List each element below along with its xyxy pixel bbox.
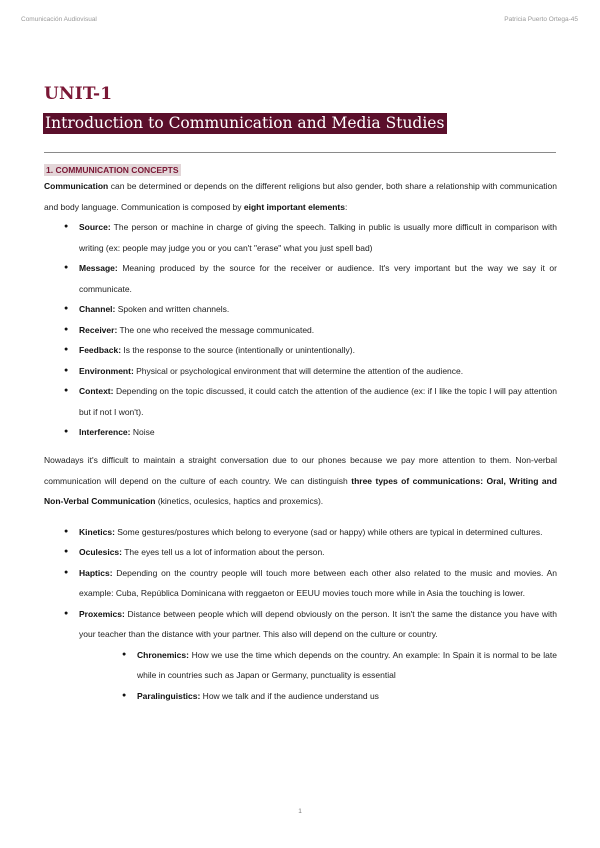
list-item — [44, 258, 557, 299]
list-item — [44, 422, 557, 443]
item-term: Channel: — [79, 304, 116, 314]
item-term: Chronemics: — [137, 649, 189, 660]
item-text: How we talk and if the audience understand us — [200, 690, 379, 701]
list-item — [44, 299, 557, 320]
list-item — [44, 320, 557, 341]
item-text: Some gestures/postures which belong to everyone (sad or happy) while others are typical in determined cultures. — [114, 526, 543, 537]
unit-heading: UNIT-1 — [44, 84, 113, 104]
list-item — [44, 381, 557, 422]
item-text: Spoken and written channels. — [115, 304, 230, 314]
item-text: The one who received the message communicated. — [117, 324, 315, 335]
item-text: Physical or psychological environment that will determine the attention of the audience. — [133, 365, 464, 376]
item-text: The person or machine in charge of giving the speech. Talking in public is usually more difficult in comparison with writing (ex: people may judge you or you can't "erase" what you just spell bad) — [79, 222, 557, 253]
intro-text: can be determined or depends on the different religions but also gender, both share a relationship with communication and body language. Communication is composed by — [44, 181, 557, 212]
section-body — [44, 176, 557, 443]
list-item — [107, 645, 557, 686]
list-item — [107, 686, 557, 707]
list-item — [44, 340, 557, 361]
item-text: Noise — [130, 427, 155, 437]
item-term: Proxemics: — [79, 608, 125, 619]
item-term: Feedback: — [79, 345, 122, 355]
item-text: Meaning produced by the source for the receiver or audience. It's very important but the way we say it or communicate. — [79, 263, 557, 294]
list-item — [44, 542, 557, 563]
list-item — [44, 361, 557, 382]
types-list — [44, 522, 557, 707]
intro-term: Communication — [44, 181, 109, 191]
item-text: The eyes tell us a lot of information about the person. — [122, 547, 325, 557]
list-item — [44, 563, 557, 604]
intro-end: : — [344, 201, 348, 212]
item-term: Paralinguistics: — [137, 690, 201, 701]
para2-end: (kinetics, oculesics, haptics and proxemics). — [155, 496, 324, 506]
subtypes-list — [107, 645, 557, 707]
item-term: Oculesics: — [79, 547, 122, 557]
para2-emph2: : Oral, Writing and Non-Verbal Communication — [44, 475, 557, 506]
item-term: Context: — [79, 386, 114, 396]
item-text: Is the response to the source (intentionally or unintentionally). — [121, 345, 355, 355]
header-left: Comunicación Audiovisual — [21, 16, 97, 23]
item-text: How we use the time which depends on the country. An example: In Spain it is normal to be late while in countries such as Japan or Germany, punctuality is essential — [137, 649, 557, 680]
intro-paragraph — [44, 176, 557, 217]
item-term: Interference: — [79, 427, 131, 437]
section-heading: 1. COMMUNICATION CONCEPTS — [46, 165, 179, 175]
list-item — [44, 217, 557, 258]
item-term: Message: — [79, 263, 118, 273]
item-term: Source: — [79, 222, 111, 232]
header-right: Patricia Puerto Ortega-45 — [504, 16, 578, 23]
item-term: Haptics: — [79, 567, 113, 578]
item-text: Depending on the topic discussed, it could catch the attention of the audience (ex: if I like the topic I will pay attention but if not I won't). — [79, 386, 557, 417]
para2-text: Nowadays it's difficult to maintain a straight conversation due to our phones because we pay more attention to them. Non-verbal communication will depend on the culture of each country. We can distinguish — [44, 455, 557, 486]
page-number: 1 — [298, 808, 302, 815]
para2-emph1: three types of communications — [351, 475, 481, 486]
intro-emph: eight important elements — [243, 201, 345, 212]
list-item — [44, 522, 557, 543]
second-body — [44, 450, 557, 706]
item-term: Receiver: — [79, 324, 118, 335]
list-item — [44, 604, 557, 707]
item-term: Environment: — [79, 365, 134, 376]
elements-list — [44, 217, 557, 443]
communication-types-paragraph — [44, 450, 557, 512]
item-text: Distance between people which will depend obviously on the person. It isn't the same the distance you have with your teacher than the distance with your partner. This also will depend on the culture or country. — [79, 608, 557, 639]
item-term: Kinetics: — [79, 526, 115, 537]
item-text: Depending on the country people will touch more between each other also related to the music and movies. An example: Cuba, República Dominicana with reggaeton or EEUU movies touch more while in Asia the touching is lower. — [79, 567, 557, 598]
title-divider — [44, 152, 556, 153]
page-title: Introduction to Communication and Media Studies — [43, 113, 447, 134]
